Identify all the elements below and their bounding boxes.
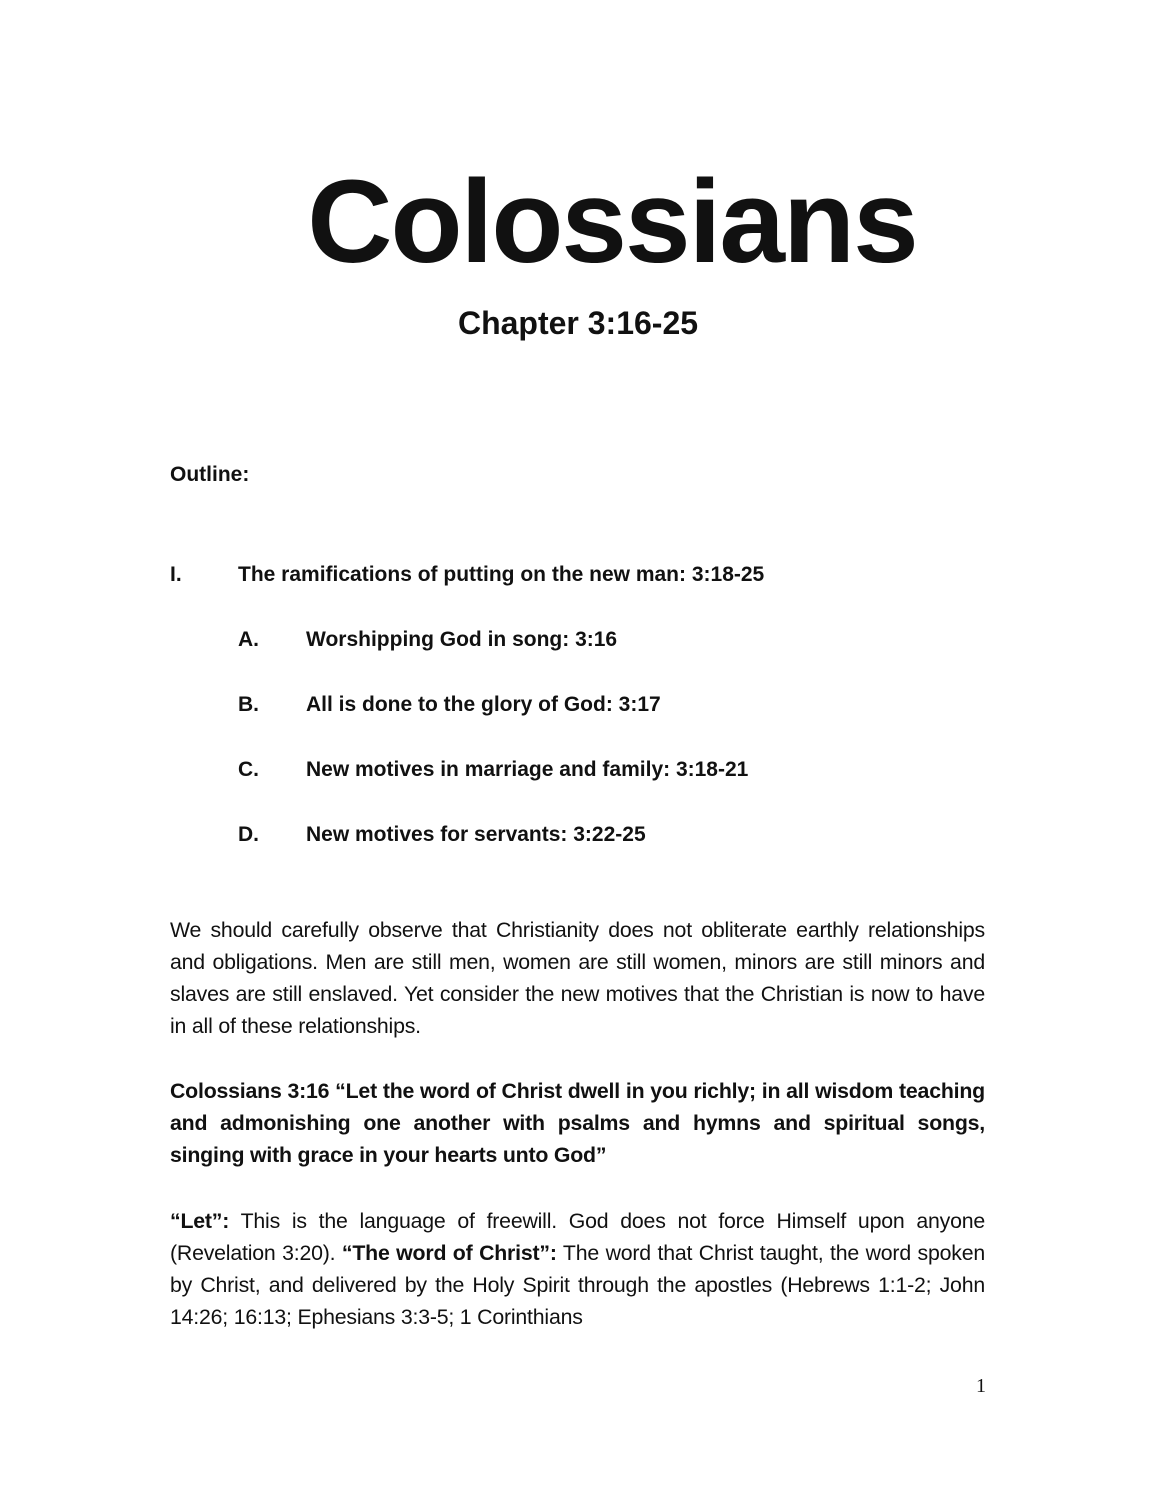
outline-label: Outline: <box>170 463 250 486</box>
outline-item-number: B. <box>238 693 259 716</box>
outline-item-text: New motives for servants: 3:22-25 <box>306 823 646 846</box>
outline-item-text: All is done to the glory of God: 3:17 <box>306 693 661 716</box>
commentary-paragraph <box>170 1205 985 1333</box>
outline-item-number: A. <box>238 628 259 651</box>
outline-item-number: I. <box>170 563 182 586</box>
outline-item-text: Worshipping God in song: 3:16 <box>306 628 618 651</box>
document-title: Colossians <box>307 156 917 288</box>
outline-item-text: The ramifications of putting on the new man: 3:18-25 <box>238 563 765 586</box>
verse-quote: Colossians 3:16 “Let the word of Christ dwell in you richly; in all wisdom teaching and admonishing one another with psalms and hymns and spiritual songs, singing with grace in your hearts unto God” <box>170 1079 985 1167</box>
outline-item-number: D. <box>238 823 259 846</box>
commentary-term: “Let”: <box>170 1209 230 1233</box>
outline-item-number: C. <box>238 758 259 781</box>
commentary-text: This is the language of freewill. God does not force Himself upon anyone (Revelation 3:20). <box>170 1209 985 1265</box>
commentary-text: The word that Christ taught, the word spoken by Christ, and delivered by the Holy Spirit through the apostles (Hebrews 1:1-2; John 14:26; 16:13; Ephesians 3:3-5; 1 Corinthians <box>170 1241 986 1329</box>
outline-item-text: New motives in marriage and family: 3:18-21 <box>306 758 749 781</box>
commentary-term: “The word of Christ”: <box>341 1241 557 1265</box>
chapter-subtitle: Chapter 3:16-25 <box>457 305 699 341</box>
page-number: 1 <box>976 1375 986 1397</box>
intro-paragraph: We should carefully observe that Christianity does not obliterate earthly relationships and obligations. Men are still men, women are still women, minors are still minors and slaves are still enslaved. Yet consider the new motives that the Christian is now to have in all of these relationships. <box>170 918 985 1038</box>
